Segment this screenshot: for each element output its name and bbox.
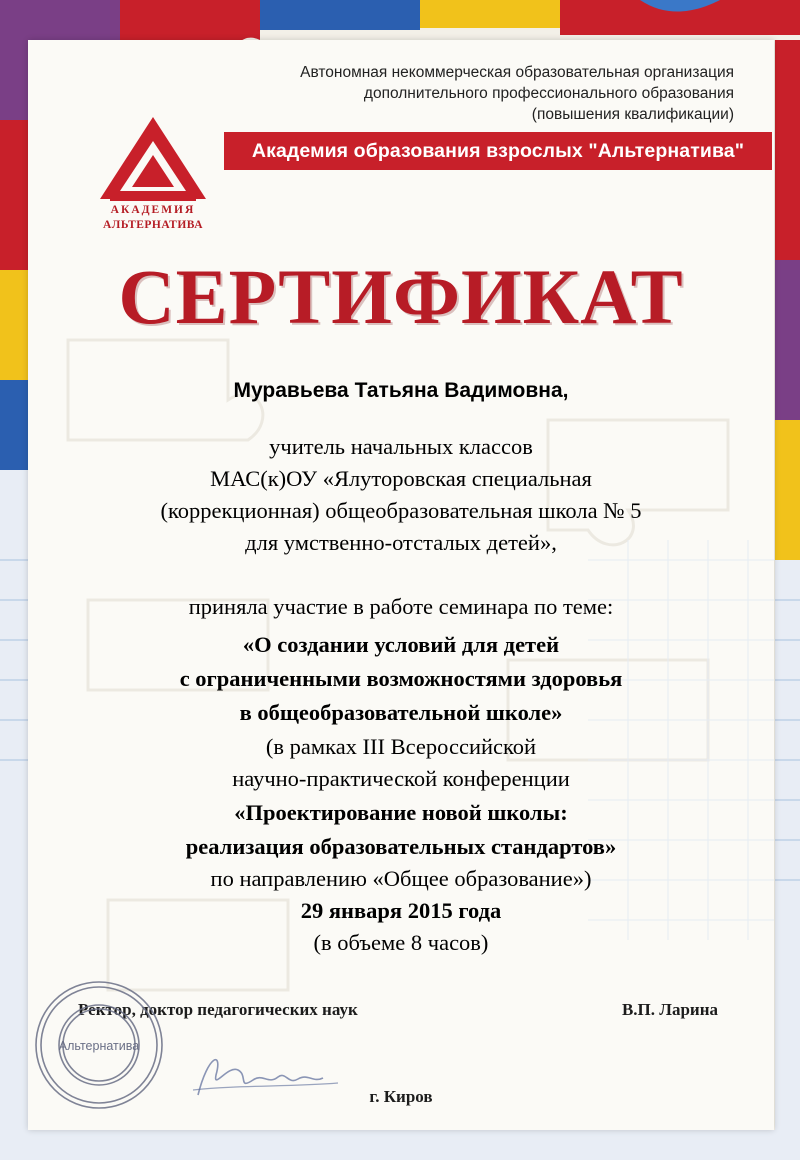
certificate-date: 29 января 2015 года xyxy=(300,898,502,923)
course-volume: (в объеме 8 часов) xyxy=(313,930,489,955)
stamp-label: Альтернатива xyxy=(58,1039,140,1053)
seminar-topic-line: «О создании условий для детей xyxy=(242,632,560,657)
conference-title-line: «Проектирование новой школы: xyxy=(234,800,568,825)
certificate-title: СЕРТИФИКАТ xyxy=(118,253,684,340)
org-line: дополнительного профессионального образования xyxy=(363,85,734,102)
conference-title-line: реализация образовательных стандартов» xyxy=(185,834,617,859)
academy-triangle-logo-icon xyxy=(88,115,218,235)
city: г. Киров xyxy=(369,1087,433,1106)
conference-line: (в рамках III Всероссийской xyxy=(265,734,537,759)
org-line: Автономная некоммерческая образовательная организация xyxy=(300,64,734,81)
logo-line-1: АКАДЕМИЯ xyxy=(110,204,196,216)
org-line: (повышения квалификации) xyxy=(531,106,734,123)
academy-name-banner: Академия образования взрослых "Альтернатива" xyxy=(224,132,772,170)
seminar-topic-line: с ограниченными возможностями здоровья xyxy=(179,666,623,691)
rector-name: В.П. Ларина xyxy=(621,1000,718,1019)
direction-text: по направлению «Общее образование») xyxy=(210,866,592,891)
position-line: для умственно-отсталых детей», xyxy=(245,530,557,555)
certificate-paper xyxy=(28,40,774,1130)
position-line: МАС(к)ОУ «Ялуторовская специальная xyxy=(210,466,592,491)
rector-title: Ректор, доктор педагогических наук xyxy=(78,1000,358,1019)
conference-line: научно-практической конференции xyxy=(232,766,570,791)
organization-header xyxy=(214,62,734,125)
position-line: учитель начальных классов xyxy=(269,434,533,459)
logo-line-2: АЛЬТЕРНАТИВА xyxy=(102,219,204,231)
recipient-name: Муравьева Татьяна Вадимовна, xyxy=(233,379,569,402)
position-line: (коррекционная) общеобразовательная школа № 5 xyxy=(160,498,642,523)
participation-text: приняла участие в работе семинара по теме: xyxy=(188,594,614,619)
seminar-topic-line: в общеобразовательной школе» xyxy=(239,700,563,725)
